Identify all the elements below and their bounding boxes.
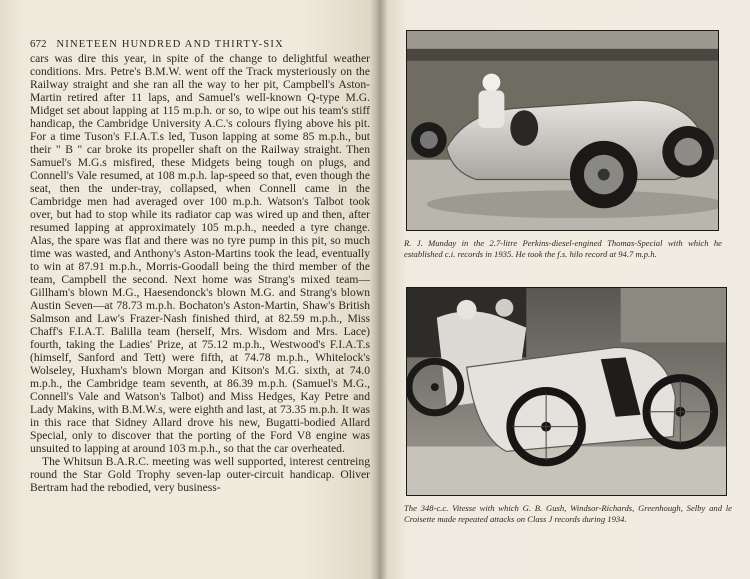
caption-1: R. J. Munday in the 2.7-litre Perkins-diesel-engined Thomas-Special with which he established c.i. records in 1935. He took the f.s. hilo record at 94.7 m.p.h. bbox=[404, 238, 722, 259]
caption-2: The 348-c.c. Vitesse with which G. B. Gush, Windsor-Richards, Greenhough, Selby and le Croisette made repeated attacks on Class J records during 1934. bbox=[404, 503, 732, 524]
body-text bbox=[30, 52, 370, 494]
photo-1-image bbox=[407, 31, 718, 230]
photo-vitesse bbox=[406, 287, 727, 496]
photo-thomas-special bbox=[406, 30, 719, 231]
running-head bbox=[30, 38, 370, 50]
paragraph-2: The Whitsun B.A.R.C. meeting was well supported, interest centreing round the Star Gold Trophy seven-lap outer-circuit handicap. Oliver Bertram had the rebodied, very business- bbox=[30, 455, 370, 494]
page-number: 672 bbox=[30, 38, 47, 50]
photo-2-image bbox=[407, 288, 726, 495]
running-title: NINETEEN HUNDRED AND THIRTY-SIX bbox=[56, 39, 284, 50]
paragraph-1: cars was dire this year, in spite of the change to delightful weather conditions. Mrs. Petre's B.M.W. went off the Track mysteriously on the Railway straight and she ran all the way to her pit, Campbell's Aston-Martin retired after 11 laps, and Samuel's well-known Q-type M.G. Midget set about lapping at 115 m.p.h. or so, to wipe out his team's stiff handicap, the Cambridge University A.C.'s colours flying above his pit. For a time Tuson's F.I.A.T.s led, Tuson lapping at some 85 m.p.h., but their " B " car broke its propeller shaft on the Railway straight. Then Samuel's M.G.s misfired, these Midgets being tough on plugs, and Connell's Vale resumed, at 108 m.p.h. lap-speed so that, even though the seat, then the under-tray, collapsed, when Connell came in the Cambridge men had averaged over 100 m.p.h. Watson's Talbot took over, but had to stop while its radiator cap was wired up and then, after resumed lapping at approximately 105 m.p.h., needed a tyre change. Alas, the spare was flat and there was no tyre pump in this pit, so much time was wasted, and Anthony's Aston-Martins took the lead, eventually to win at 87.91 m.p.h., Morris-Goodall being the third member of the team, Campbell the second. Next home was Strang's mixed team—Gillham's blown M.G., Haesendonck's blown M.G. and Strang's blown Austin Seven—at 78.73 m.p.h. Bochaton's Aston-Martin, Shaw's British Salmson and Law's Frazer-Nash finished third, at 82.59 m.p.h., Miss Chaff's F.I.A.T. Balilla team (herself, Mrs. Wisdom and Mrs. Lace) fourth, taking the Ladies' Prize, at 75.12 m.p.h., Westwood's F.I.A.T.s (himself, Sanford and Tett) were fifth, at 74.78 m.p.h., Whitelock's Wolseley, Huxham's blown Morgan and Kitson's M.G. sixth, at 74.0 m.p.h., the Cambridge team seventh, at 86.39 m.p.h. (Samuel's M.G., Connell's Vale and Watson's Talbot) and Miss Hedges, Kay Petre and Lady Makins, with B.M.W.s, were eighth and last, at 73.35 m.p.h. It was in this race that Sidney Allard drove his new, Bugatti-bodied Allard Special, only to discover that the porting of the Ford V8 engine was unsuited to lapping at around 103 m.p.h., so that the car overheated. bbox=[30, 52, 370, 455]
